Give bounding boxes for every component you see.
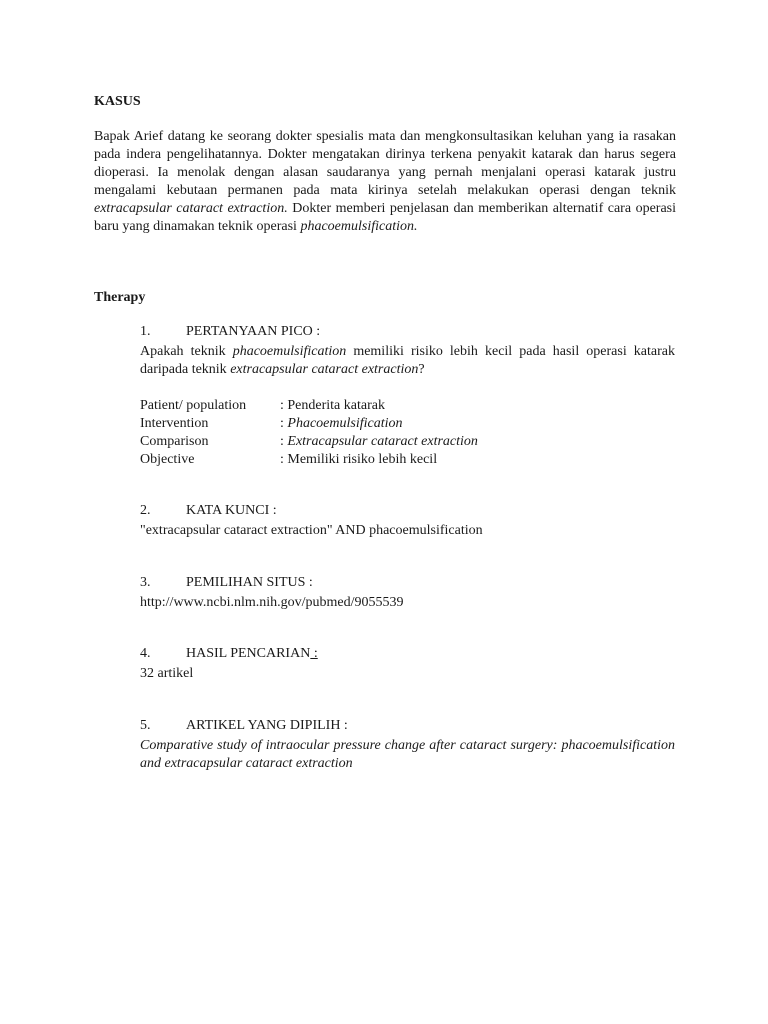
item-4-number: 4.: [140, 646, 151, 661]
item-1-title: [140, 324, 320, 340]
pico-question: [140, 343, 675, 379]
item-4-label-suffix: :: [310, 646, 318, 661]
kasus-italic-term-2: phacoemulsification.: [300, 219, 418, 234]
pico-row-patient: [140, 397, 385, 415]
pico-row-intervention: [140, 415, 402, 433]
keywords-text: "extracapsular cataract extraction" AND phacoemulsification: [140, 523, 483, 538]
pico-label-patient: Patient/ population: [140, 398, 247, 413]
pico-row-objective: [140, 451, 437, 469]
item-4-title: [140, 646, 318, 662]
kasus-heading: KASUS: [94, 94, 141, 109]
pico-label-objective: Objective: [140, 452, 195, 467]
item-5-number: 5.: [140, 718, 151, 733]
pico-question-text-a: Apakah teknik: [140, 344, 233, 359]
therapy-heading: Therapy: [94, 290, 146, 305]
pico-label-intervention: Intervention: [140, 416, 209, 431]
pico-label-comparison: Comparison: [140, 434, 209, 449]
item-3-label: PEMILIHAN SITUS :: [186, 575, 313, 590]
kasus-paragraph: [94, 128, 676, 236]
pico-question-italic-1: phacoemulsification: [232, 344, 347, 359]
kasus-text: Bapak Arief datang ke seorang dokter spesialis mata dan mengkonsultasikan keluhan yang ia rasakan pada indera pengelihatannya. Dokter mengatakan dirinya terkena penyakit katarak dan harus segera dioperasi. Ia menolak dengan alasan saudaranya yang pernah menjalani operasi katarak justru mengalami kebutaan permanen pada mata kirinya setelah melakukan operasi dengan teknik: [94, 129, 676, 198]
item-1-label: PERTANYAAN PICO :: [186, 324, 321, 339]
pico-question-text-b: memiliki risiko lebih kecil pada hasil operasi katarak daripada teknik: [140, 344, 675, 377]
item-1-number: 1.: [140, 324, 151, 339]
pico-value-intervention: Phacoemulsification: [287, 416, 403, 431]
search-results-text: 32 artikel: [140, 666, 194, 681]
kasus-text-tail: Dokter memberi penjelasan dan memberikan alternatif cara operasi baru yang dinamakan teknik operasi: [94, 201, 676, 234]
item-2-number: 2.: [140, 503, 151, 518]
item-4-label: HASIL PENCARIAN: [186, 646, 311, 661]
pico-value-prefix-comparison: :: [280, 434, 288, 449]
pico-value-comparison: Extracapsular cataract extraction: [287, 434, 478, 449]
site-url-text: http://www.ncbi.nlm.nih.gov/pubmed/9055539: [140, 595, 404, 610]
item-5-label: ARTIKEL YANG DIPILIH :: [186, 718, 348, 733]
selected-article-italic: Comparative study of intraocular pressure change after cataract surgery: phacoemulsification and extracapsular cataract extraction: [140, 738, 675, 771]
pico-question-text-c: ?: [418, 362, 425, 377]
pico-value-prefix-intervention: :: [280, 416, 288, 431]
pico-row-comparison: [140, 433, 478, 451]
item-3-title: [140, 575, 313, 591]
item-2-title: [140, 503, 277, 519]
pico-value-objective: : Memiliki risiko lebih kecil: [280, 452, 438, 467]
pico-value-patient: : Penderita katarak: [280, 398, 385, 413]
pico-question-italic-2: extracapsular cataract extraction: [230, 362, 419, 377]
selected-article-title: [140, 737, 675, 773]
kasus-italic-term-1: extracapsular cataract extraction.: [94, 201, 288, 216]
item-3-number: 3.: [140, 575, 151, 590]
item-5-title: [140, 718, 348, 734]
item-2-label: KATA KUNCI :: [186, 503, 277, 518]
